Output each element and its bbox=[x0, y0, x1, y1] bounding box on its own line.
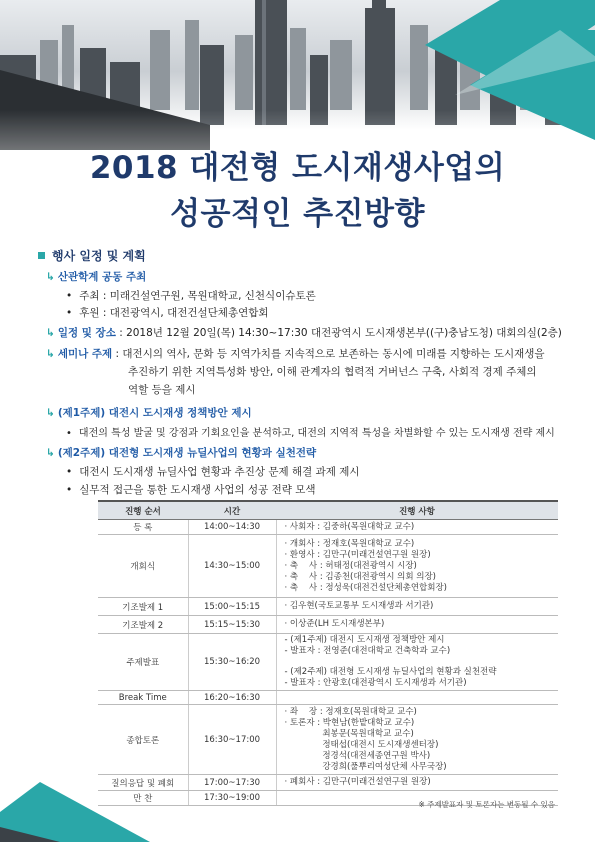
detail-line: - 발표자 : 전영준(대전대학교 건축학과 교수) bbox=[284, 646, 451, 656]
row-time: 17:00~17:30 bbox=[188, 775, 276, 791]
row-order: 기조발제 1 bbox=[98, 598, 188, 616]
detail-line: · 김우현(국토교통부 도시재생과 서기관) bbox=[284, 601, 434, 611]
row-order: 주제발표 bbox=[98, 634, 188, 691]
table-row bbox=[98, 598, 558, 616]
row-time: 16:30~17:00 bbox=[188, 705, 276, 775]
detail-line: - (제2주제) 대전형 도시재생 뉴딜사업의 현황과 실천전략 bbox=[284, 667, 497, 677]
row-order: 기조발제 2 bbox=[98, 616, 188, 634]
detail-line: · 환영사 : 김만구(미래건설연구원 원장) bbox=[284, 549, 431, 560]
arrow-icon: ↳ bbox=[46, 348, 55, 360]
detail-line: · 좌 장 : 정재호(목원대학교 교수) bbox=[284, 706, 417, 717]
seminar-topic-line2: 추진하기 위한 지역특성화 방안, 이해 관계자의 협력적 거버넌스 구축, 사회적 경제 주체의 bbox=[128, 366, 537, 378]
detail-line bbox=[285, 657, 558, 667]
detail-line: 최봉문(목원대학교 교수) bbox=[284, 728, 414, 739]
row-details bbox=[276, 520, 558, 535]
arrow-icon: ↳ bbox=[46, 327, 55, 339]
row-details bbox=[276, 634, 558, 691]
row-details bbox=[276, 775, 558, 791]
detail-line: · 축 사 : 정성욱(대전건설단체총연합회장) bbox=[284, 582, 447, 593]
table-row bbox=[98, 535, 558, 598]
row-time: 14:30~15:00 bbox=[188, 535, 276, 598]
row-order: 종합토론 bbox=[98, 705, 188, 775]
page-title-line2: 성공적인 추진방향 bbox=[170, 196, 425, 232]
row-order: 질의응답 및 폐회 bbox=[98, 775, 188, 791]
topic1-label: ↳ (제1주제) 대전시 도시재생 정책방안 제시 bbox=[46, 407, 252, 419]
row-time: 15:30~16:20 bbox=[188, 634, 276, 691]
detail-line: - 발표자 : 안광호(대전광역시 도시재생과 서기관) bbox=[284, 678, 467, 688]
list-item: • 대전의 특성 발굴 및 강점과 기회요인을 분석하고, 대전의 지역적 특성을 차별화할 수 있는 도시재생 전략 제시 bbox=[66, 428, 555, 439]
column-header: 진행 사항 bbox=[276, 501, 558, 520]
list-item: • 후원 : 대전광역시, 대전건설단체총연합회 bbox=[66, 307, 269, 319]
detail-line: · 축 사 : 허태정(대전광역시 시장) bbox=[284, 560, 417, 571]
row-time: 15:15~15:30 bbox=[188, 616, 276, 634]
table-row bbox=[98, 705, 558, 775]
detail-line: · 축 사 : 김종천(대전광역시 의회 의장) bbox=[284, 571, 436, 582]
page-title-line1: 2018 대전형 도시재생사업의 bbox=[89, 150, 506, 186]
detail-line: · 이상준(LH 도시재생본부) bbox=[284, 619, 385, 629]
table-row bbox=[98, 634, 558, 691]
row-time: 14:00~14:30 bbox=[188, 520, 276, 535]
row-details bbox=[276, 705, 558, 775]
detail-line: · 토론자 : 박현남(한밭대학교 교수) bbox=[284, 717, 415, 728]
table-header-row bbox=[98, 501, 558, 520]
seminar-topic: ↳ 세미나 주제 : 대전시의 역사, 문화 등 지역가치를 지속적으로 보존하는 동시에 미래를 지향하는 도시재생을 bbox=[46, 348, 545, 360]
column-header: 진행 순서 bbox=[98, 501, 188, 520]
row-time: 15:00~15:15 bbox=[188, 598, 276, 616]
row-details bbox=[276, 616, 558, 634]
detail-line: 정경석(대전세종연구원 박사) bbox=[284, 750, 431, 761]
list-item: • 실무적 접근을 통한 도시재생 사업의 성공 전략 모색 bbox=[66, 484, 316, 496]
arrow-icon: ↳ bbox=[46, 271, 55, 283]
column-header: 시간 bbox=[188, 501, 276, 520]
table-row bbox=[98, 691, 558, 705]
detail-line bbox=[285, 693, 558, 703]
program-schedule-table bbox=[98, 500, 558, 806]
row-order: Break Time bbox=[98, 691, 188, 705]
detail-line: 정태섭(대전시 도시재생센터장) bbox=[284, 739, 439, 750]
row-order: 등 록 bbox=[98, 520, 188, 535]
detail-line: 강경희(풀뿌리여성단체 사무국장) bbox=[284, 761, 447, 772]
host-label: ↳ 산관학계 공동 주최 bbox=[46, 271, 147, 283]
row-details bbox=[276, 535, 558, 598]
row-order: 만 찬 bbox=[98, 791, 188, 806]
topic2-label: ↳ (제2주제) 대전형 도시재생 뉴딜사업의 현황과 실천전략 bbox=[46, 447, 317, 459]
list-item: • 대전시 도시재생 뉴딜사업 현황과 추진상 문제 해결 과제 제시 bbox=[66, 466, 360, 478]
arrow-icon: ↳ bbox=[46, 407, 55, 419]
section-heading bbox=[38, 247, 146, 264]
detail-line: - (제1주제) 대전시 도시재생 정책방안 제시 bbox=[284, 635, 445, 645]
row-details bbox=[276, 598, 558, 616]
row-time: 17:30~19:00 bbox=[188, 791, 276, 806]
footnote: ※ 주제발표자 및 토론자는 변동될 수 있음 bbox=[418, 800, 555, 809]
schedule-line: ↳ 일정 및 장소 : 2018년 12월 20일(목) 14:30~17:30 대전광역시 도시재생본부((구)충남도청) 대회의실(2층) bbox=[46, 327, 562, 339]
section-heading-text: 행사 일정 및 계획 bbox=[52, 249, 146, 263]
seminar-topic-line3: 역할 등을 제시 bbox=[128, 384, 196, 396]
corner-decoration bbox=[0, 782, 160, 842]
detail-line: · 개회사 : 정재호(목원대학교 교수) bbox=[284, 538, 415, 549]
table-row bbox=[98, 520, 558, 535]
arrow-icon: ↳ bbox=[46, 447, 55, 459]
row-time: 16:20~16:30 bbox=[188, 691, 276, 705]
row-order: 개회식 bbox=[98, 535, 188, 598]
table-row bbox=[98, 775, 558, 791]
list-item: • 주최 : 미래건설연구원, 목원대학교, 신천식이슈토론 bbox=[66, 290, 316, 302]
detail-line: · 폐회사 : 김만구(미래건설연구원 원장) bbox=[284, 777, 431, 787]
detail-line: · 사회자 : 김중하(목원대학교 교수) bbox=[284, 521, 415, 532]
table-row bbox=[98, 616, 558, 634]
square-bullet-icon bbox=[38, 252, 45, 259]
row-details bbox=[276, 691, 558, 705]
